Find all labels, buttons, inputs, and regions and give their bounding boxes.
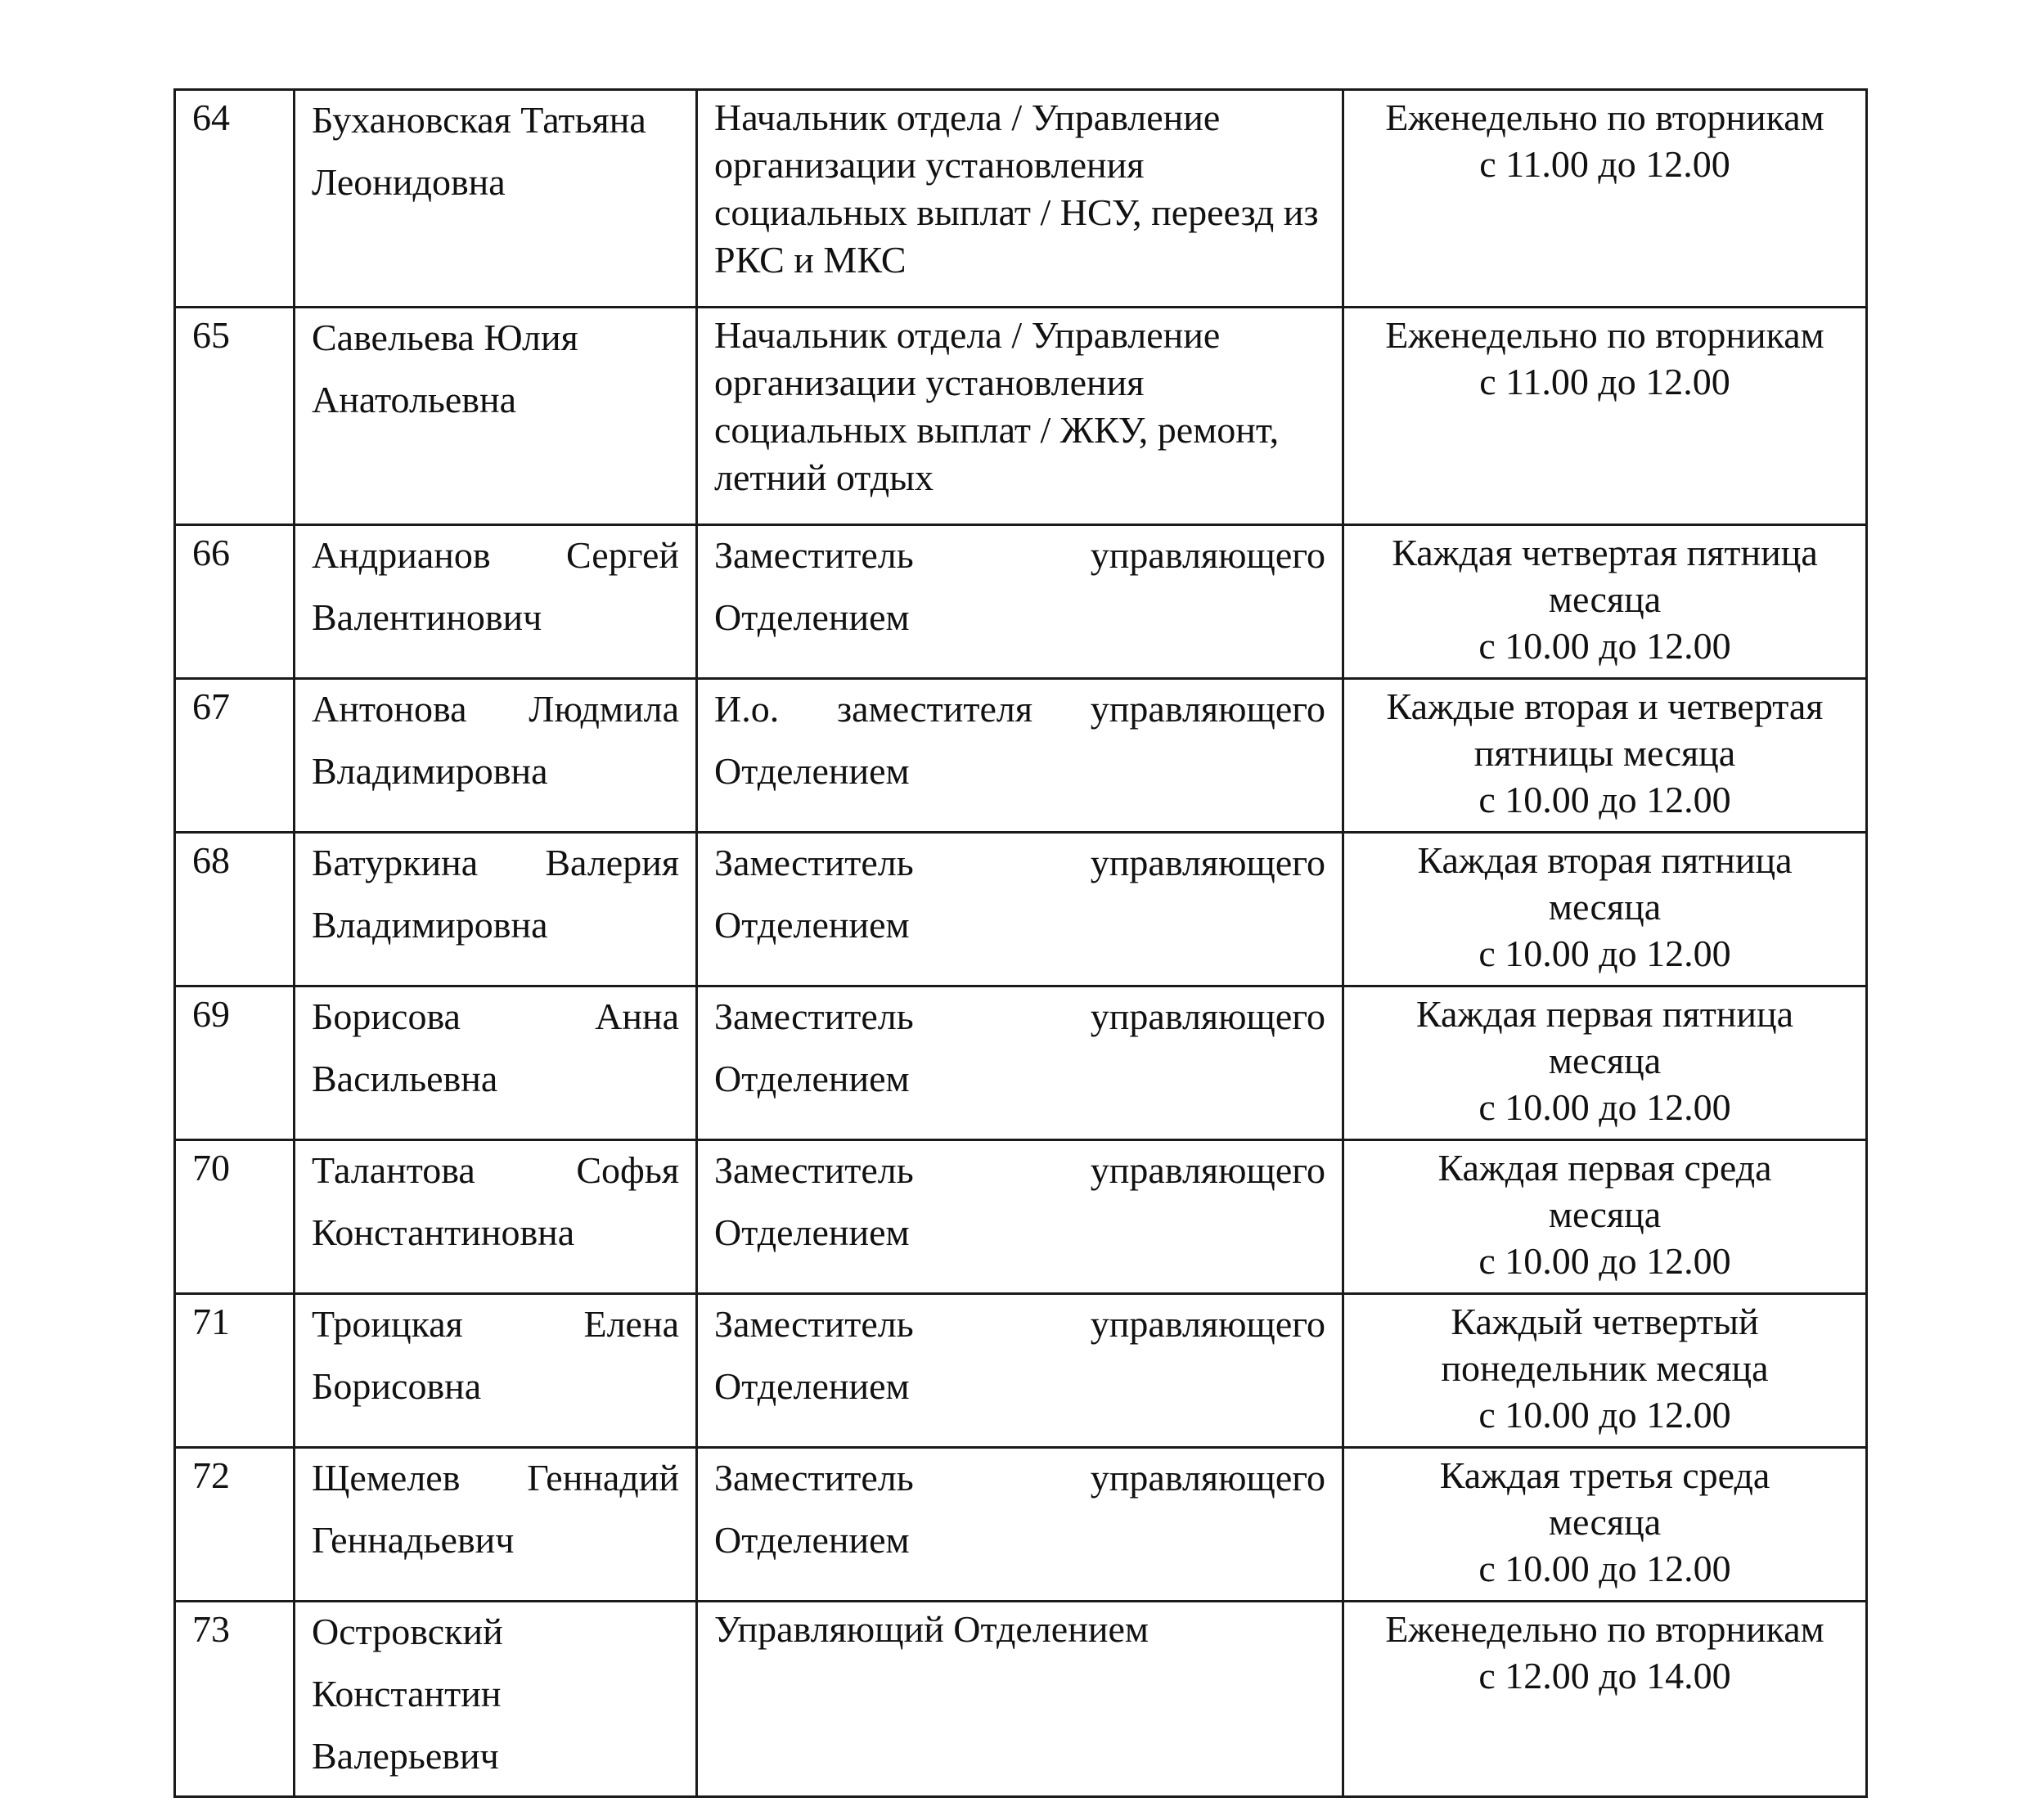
table-row [175,90,1867,308]
reception-time: Еженедельно по вторникам с 12.00 до 14.00 [1385,1608,1824,1696]
employee-name: Бухановская Татьяна Леонидовна [312,99,646,203]
employee-name: Островский Константин Валерьевич [312,1611,503,1777]
employee-name: Щемелев Геннадий Геннадьевич [312,1457,679,1561]
employee-position: Заместитель управляющего Отделением [714,1303,1325,1407]
employee-position: Заместитель управляющего Отделением [714,1457,1325,1561]
table-row [175,525,1867,679]
row-number: 65 [175,308,295,525]
employee-name: Батуркина Валерия Владимировна [312,842,679,946]
employee-position: Заместитель управляющего Отделением [714,995,1325,1099]
row-number: 68 [175,833,295,986]
reception-time: Каждая первая среда месяца с 10.00 до 12.00 [1437,1147,1772,1282]
row-number: 70 [175,1140,295,1294]
table-row [175,1140,1867,1294]
row-number: 67 [175,679,295,833]
reception-time: Каждая третья среда месяца с 10.00 до 12.00 [1439,1454,1770,1589]
reception-schedule-table [173,88,1868,1798]
row-number: 71 [175,1294,295,1448]
table-row [175,986,1867,1140]
employee-name: Талантова Софья Константиновна [312,1149,679,1253]
row-number: 73 [175,1602,295,1797]
table-row [175,1448,1867,1602]
reception-time: Каждая четвертая пятница месяца с 10.00 до 12.00 [1392,532,1818,667]
row-number: 69 [175,986,295,1140]
employee-position: Начальник отдела / Управление организации установления социальных выплат / НСУ, переезд из РКС и МКС [714,97,1319,281]
reception-time: Каждая первая пятница месяца с 10.00 до 12.00 [1415,993,1794,1128]
employee-name: Антонова Людмила Владимировна [312,688,679,792]
row-number: 72 [175,1448,295,1602]
employee-name: Савельева Юлия Анатольевна [312,317,578,420]
employee-name: Троицкая Елена Борисовна [312,1303,679,1407]
reception-time: Еженедельно по вторникам с 11.00 до 12.00 [1385,314,1824,402]
employee-name: Борисова Анна Васильевна [312,995,679,1099]
reception-time: Еженедельно по вторникам с 11.00 до 12.00 [1385,97,1824,185]
reception-time: Каждые вторая и четвертая пятницы месяца с 10.00 до 12.00 [1386,685,1824,820]
reception-time: Каждый четвертый понедельник месяца с 10.00 до 12.00 [1441,1301,1769,1436]
employee-position: Начальник отдела / Управление организации установления социальных выплат / ЖКУ, ремонт, летний отдых [714,314,1280,498]
row-number: 66 [175,525,295,679]
employee-position: И.о. заместителя управляющего Отделением [714,688,1325,792]
reception-time: Каждая вторая пятница месяца с 10.00 до 12.00 [1417,839,1793,974]
table-row [175,308,1867,525]
employee-position: Заместитель управляющего Отделением [714,534,1325,638]
row-number: 64 [175,90,295,308]
employee-position: Заместитель управляющего Отделением [714,842,1325,946]
table-row [175,833,1867,986]
employee-position: Управляющий Отделением [714,1608,1149,1650]
table-row [175,1294,1867,1448]
table-row [175,1602,1867,1797]
employee-position: Заместитель управляющего Отделением [714,1149,1325,1253]
employee-name: Андрианов Сергей Валентинович [312,534,679,638]
table-row [175,679,1867,833]
